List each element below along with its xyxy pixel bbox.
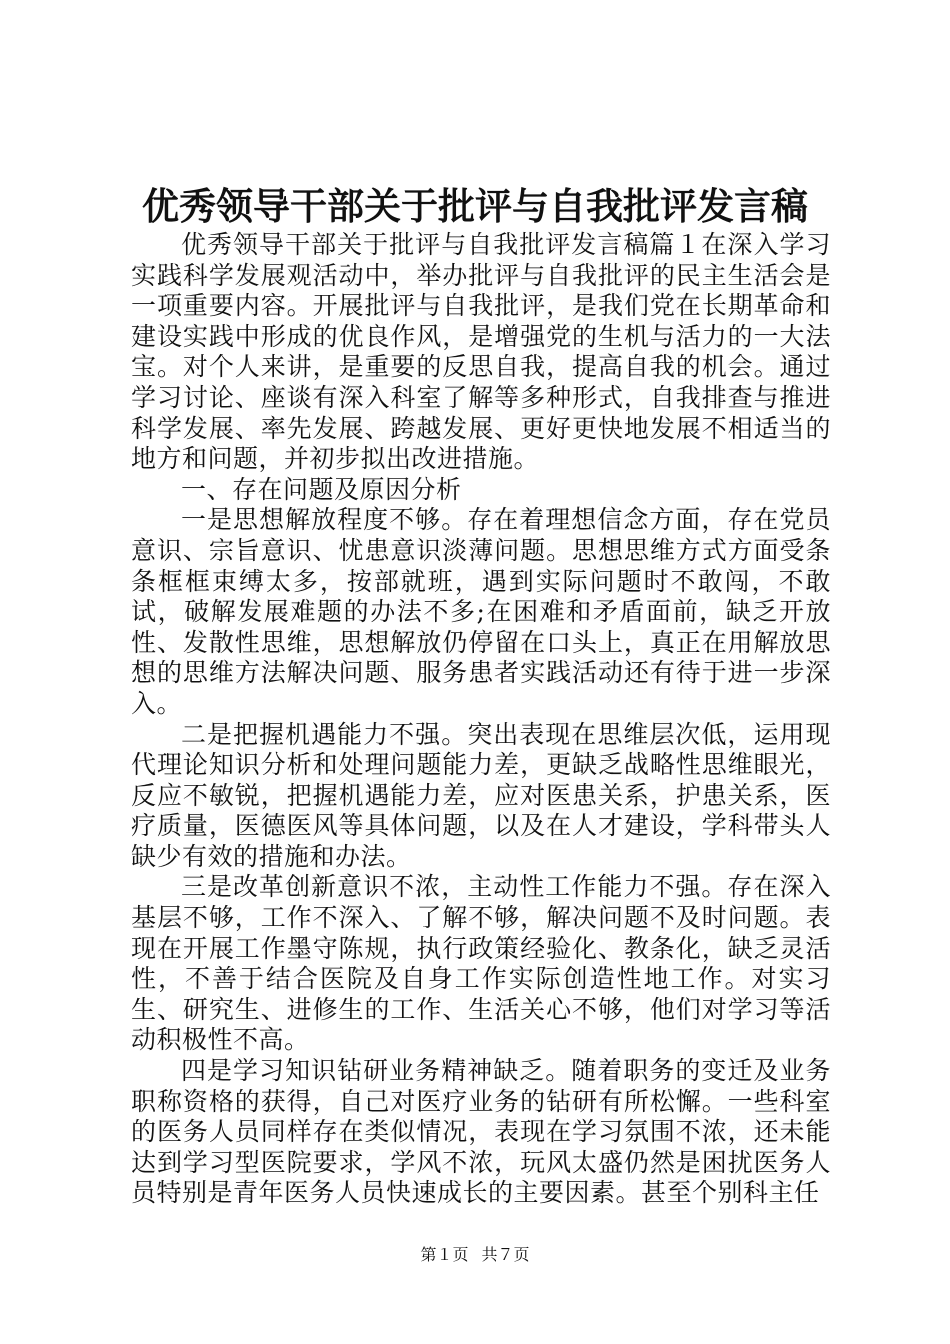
- paragraph-point-2: 二是把握机遇能力不强。突出表现在思维层次低，运用现代理论知识分析和处理问题能力差，更缺乏战略性思维眼光，反应不敏锐，把握机遇能力差，应对医患关系，护患关系，医疗质量，医德医风等具体问题，以及在人才建设，学科带头人缺少有效的措施和办法。: [131, 719, 831, 871]
- page-title: 优秀领导干部关于批评与自我批评发言稿: [142, 184, 808, 228]
- page-number: 第１页: [420, 1245, 469, 1264]
- paragraph-point-3: 三是改革创新意识不浓，主动性工作能力不强。存在深入基层不够，工作不深入、了解不够，解决问题不及时问题。表现在开展工作墨守陈规，执行政策经验化、教条化，缺乏灵活性，不善于结合医院及自身工作实际创造性地工作。对实习生、研究生、进修生的工作、生活关心不够，他们对学习等活动积极性不高。: [131, 872, 831, 1055]
- paragraph-point-4: 四是学习知识钻研业务精神缺乏。随着职务的变迁及业务职称资格的获得，自己对医疗业务的钻研有所松懈。一些科室的医务人员同样存在类似情况，表现在学习氛围不浓，还未能达到学习型医院要求，学风不浓，玩风太盛仍然是困扰医务人员特别是青年医务人员快速成长的主要因素。甚至个别科主任: [131, 1056, 831, 1208]
- paragraph-intro: 优秀领导干部关于批评与自我批评发言稿篇１在深入学习实践科学发展观活动中，举办批评与自我批评的民主生活会是一项重要内容。开展批评与自我批评，是我们党在长期革命和建设实践中形成的优良作风，是增强党的生机与活力的一大法宝。对个人来讲，是重要的反思自我，提高自我的机会。通过学习讨论、座谈有深入科室了解等多种形式，自我排查与推进科学发展、率先发展、跨越发展、更好更快地发展不相适当的地方和问题，并初步拟出改进措施。: [131, 230, 831, 474]
- page-footer: [0, 1244, 950, 1266]
- paragraph-section-heading: 一、存在问题及原因分析: [181, 474, 462, 504]
- page-total: 共７页: [481, 1245, 530, 1264]
- paragraph-point-1: 一是思想解放程度不够。存在着理想信念方面，存在党员意识、宗旨意识、忧患意识淡薄问题。思想思维方式方面受条条框框束缚太多，按部就班，遇到实际问题时不敢闯，不敢试，破解发展难题的办法不多;在困难和矛盾面前，缺乏开放性、发散性思维，思想解放仍停留在口头上，真正在用解放思想的思维方法解决问题、服务患者实践活动还有待于进一步深入。: [131, 505, 831, 718]
- document-body: [131, 230, 831, 1209]
